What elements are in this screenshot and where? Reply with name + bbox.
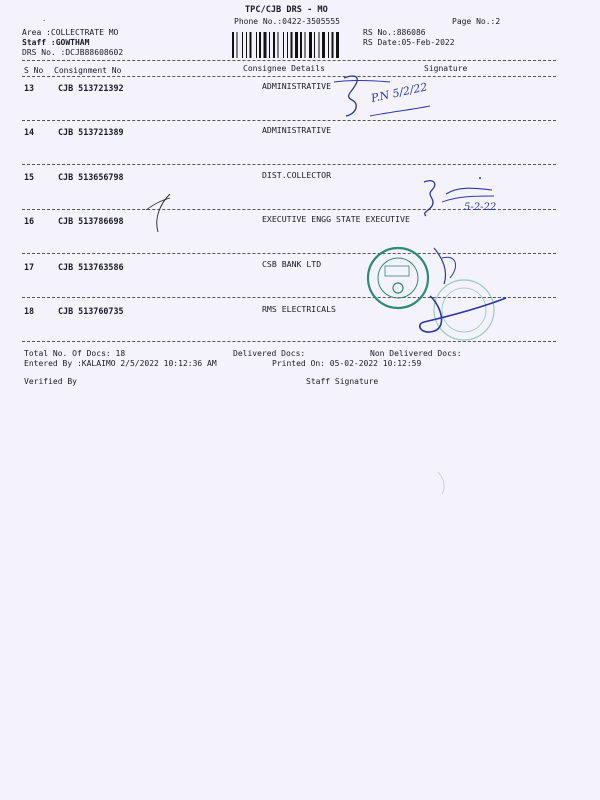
printed-on: Printed On: 05-02-2022 10:12:59 bbox=[272, 359, 422, 368]
row-consignment: CJB 513760735 bbox=[58, 306, 124, 316]
total-docs: Total No. Of Docs: 18 bbox=[24, 349, 126, 358]
handwritten-signature-rows-15-16 bbox=[418, 172, 528, 222]
row-sno: 13 bbox=[24, 83, 35, 93]
barcode-bar bbox=[322, 32, 325, 58]
row-consignee: ADMINISTRATIVE bbox=[262, 81, 332, 91]
area-field: Area :COLLECTRATE MO bbox=[22, 28, 119, 37]
barcode bbox=[231, 32, 359, 58]
barcode-bar bbox=[336, 32, 339, 58]
row-consignment: CJB 513721392 bbox=[58, 83, 124, 93]
barcode-bar bbox=[237, 32, 238, 58]
barcode-bar bbox=[328, 32, 329, 58]
barcode-bar bbox=[283, 32, 284, 58]
header-divider bbox=[22, 60, 556, 61]
row-consignee: ADMINISTRATIVE bbox=[262, 125, 332, 135]
rs-date: RS Date:05-Feb-2022 bbox=[363, 38, 455, 47]
entered-by: Entered By :KALAIMO 2/5/2022 10:12:36 AM bbox=[24, 359, 217, 368]
staff-field: Staff :GOWTHAM bbox=[22, 38, 90, 47]
barcode-bar bbox=[305, 32, 306, 58]
row-sno: 17 bbox=[24, 262, 35, 272]
row-consignment: CJB 513786698 bbox=[58, 216, 124, 226]
barcode-bar bbox=[332, 32, 334, 58]
row-consignee: DIST.COLLECTOR bbox=[262, 170, 332, 180]
barcode-bar bbox=[246, 32, 247, 58]
stray-pen-mark bbox=[140, 190, 180, 235]
row-consignment: CJB 513763586 bbox=[58, 262, 124, 272]
barcode-bar bbox=[269, 32, 270, 58]
barcode-bar bbox=[250, 32, 252, 58]
row-sno: 14 bbox=[24, 127, 35, 137]
barcode-bar bbox=[278, 32, 279, 58]
row-consignment: CJB 513656798 bbox=[58, 172, 124, 182]
barcode-bar bbox=[232, 32, 234, 58]
row-consignee: EXECUTIVE ENGG STATE EXECUTIVE bbox=[262, 214, 410, 224]
drs-number: DRS No. :DCJB88608602 bbox=[22, 48, 124, 57]
barcode-bar bbox=[242, 32, 243, 58]
barcode-bar bbox=[256, 32, 257, 58]
column-header-signature: Signature bbox=[424, 64, 468, 73]
non-delivered-docs: Non Delivered Docs: bbox=[370, 349, 462, 358]
column-divider bbox=[22, 76, 556, 77]
row-sno: 18 bbox=[24, 306, 35, 316]
handwritten-initials: P.N 5/2/22 bbox=[369, 80, 429, 105]
handwritten-signature-rows-13-14 bbox=[330, 70, 440, 135]
row-consignee: RMS ELECTRICALS bbox=[262, 304, 336, 314]
phone-number: Phone No.:0422-3505555 bbox=[234, 17, 340, 26]
row-consignment: CJB 513721389 bbox=[58, 127, 124, 137]
row-divider bbox=[22, 120, 556, 121]
scan-speck: · bbox=[42, 17, 47, 25]
barcode-bar bbox=[309, 32, 312, 58]
row-consignee: CSB BANK LTD bbox=[262, 259, 322, 269]
rs-number: RS No.:886086 bbox=[363, 28, 426, 37]
row-sno: 16 bbox=[24, 216, 35, 226]
barcode-bar bbox=[273, 32, 275, 58]
barcode-bar bbox=[291, 32, 293, 58]
barcode-bar bbox=[314, 32, 315, 58]
staff-signature: Staff Signature bbox=[306, 377, 379, 386]
page-number: Page No.:2 bbox=[452, 17, 501, 26]
barcode-bar bbox=[295, 32, 298, 58]
document-title: TPC/CJB DRS - MO bbox=[245, 5, 328, 15]
barcode-bar bbox=[264, 32, 267, 58]
handwritten-date: 5-2-22 bbox=[464, 202, 497, 213]
column-header-sno: S No bbox=[24, 66, 44, 75]
bank-seal-stamp bbox=[360, 238, 510, 348]
verified-by: Verified By bbox=[24, 377, 77, 386]
barcode-bar bbox=[259, 32, 261, 58]
delivered-docs: Delivered Docs: bbox=[233, 349, 306, 358]
barcode-bar bbox=[319, 32, 320, 58]
row-divider bbox=[22, 164, 556, 165]
barcode-bar bbox=[287, 32, 288, 58]
barcode-bar bbox=[300, 32, 302, 58]
column-header-consignee: Consignee Details bbox=[243, 64, 325, 73]
row-sno: 15 bbox=[24, 172, 35, 182]
column-header-consignment: Consignment No bbox=[54, 66, 122, 75]
faded-stamp-trace bbox=[434, 468, 462, 496]
